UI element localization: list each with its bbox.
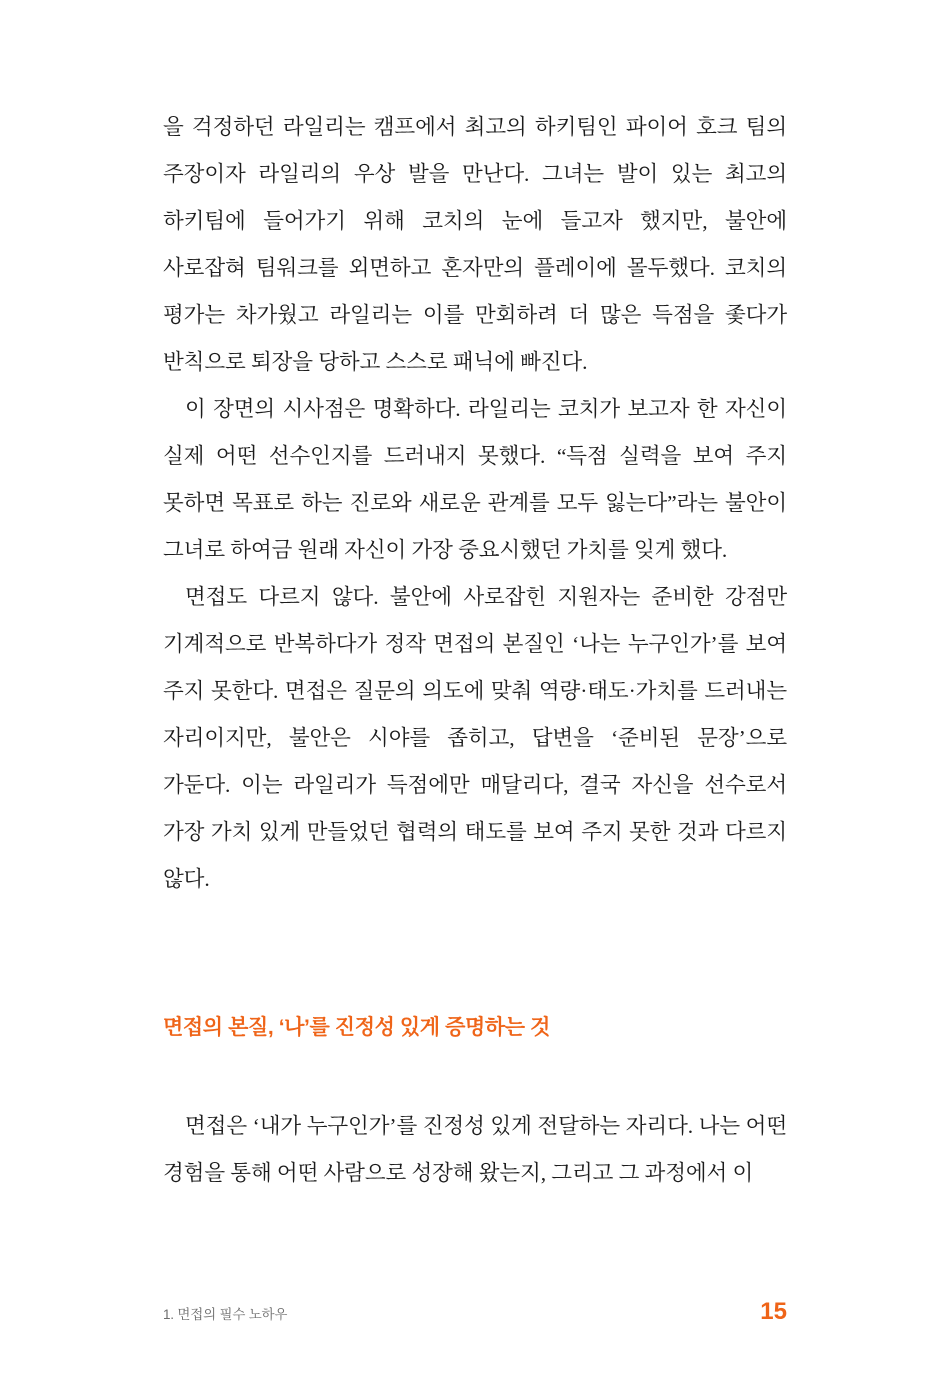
heading-spacer-top xyxy=(163,903,787,1011)
paragraph-4: 면접은 ‘내가 누구인가’를 진정성 있게 전달하는 자리다. 나는 어떤 경험을 통해 어떤 사람으로 성장해 왔는지, 그리고 그 과정에서 이 xyxy=(163,1114,787,1185)
heading-spacer-bottom xyxy=(163,1041,787,1103)
page-content xyxy=(163,104,787,1197)
paragraph-3: 면접도 다르지 않다. 불안에 사로잡힌 지원자는 준비한 강점만 기계적으로 반복하다가 정작 면접의 본질인 ‘나는 누구인가’를 보여 주지 못한다. 면접은 질문의 의도에 맞춰 역량·태도·가치를 드러내는 자리이지만, 불안은 시야를 좁히고, 답변을 ‘준비된 문장’으로 가둔다. 이는 라일리가 득점에만 매달리다, 결국 자신을 선수로서 가장 가치 있게 만들었던 협력의 태도를 보여 주지 못한 것과 다르지 않다. xyxy=(163,585,787,891)
page-number: 15 xyxy=(760,1298,787,1325)
page-footer xyxy=(163,1298,787,1326)
footer-chapter-label: 1. 면접의 필수 노하우 xyxy=(163,1307,288,1322)
section-heading: 면접의 본질, ‘나’를 진정성 있게 증명하는 것 xyxy=(163,1016,550,1039)
paragraph-1: 을 걱정하던 라일리는 캠프에서 최고의 하키팀인 파이어 호크 팀의 주장이자 라일리의 우상 발을 만난다. 그녀는 발이 있는 최고의 하키팀에 들어가기 위해 코치의 눈에 들고자 했지만, 불안에 사로잡혀 팀워크를 외면하고 혼자만의 플레이에 몰두했다. 코치의 평가는 차가웠고 라일리는 이를 만회하려 더 많은 득점을 좇다가 반칙으로 퇴장을 당하고 스스로 패닉에 빠진다. xyxy=(163,115,787,374)
paragraph-2: 이 장면의 시사점은 명확하다. 라일리는 코치가 보고자 한 자신이 실제 어떤 선수인지를 드러내지 못했다. “득점 실력을 보여 주지 못하면 목표로 하는 진로와 새로운 관계를 모두 잃는다”라는 불안이 그녀로 하여금 원래 자신이 가장 중요시했던 가치를 잊게 했다. xyxy=(163,397,787,562)
